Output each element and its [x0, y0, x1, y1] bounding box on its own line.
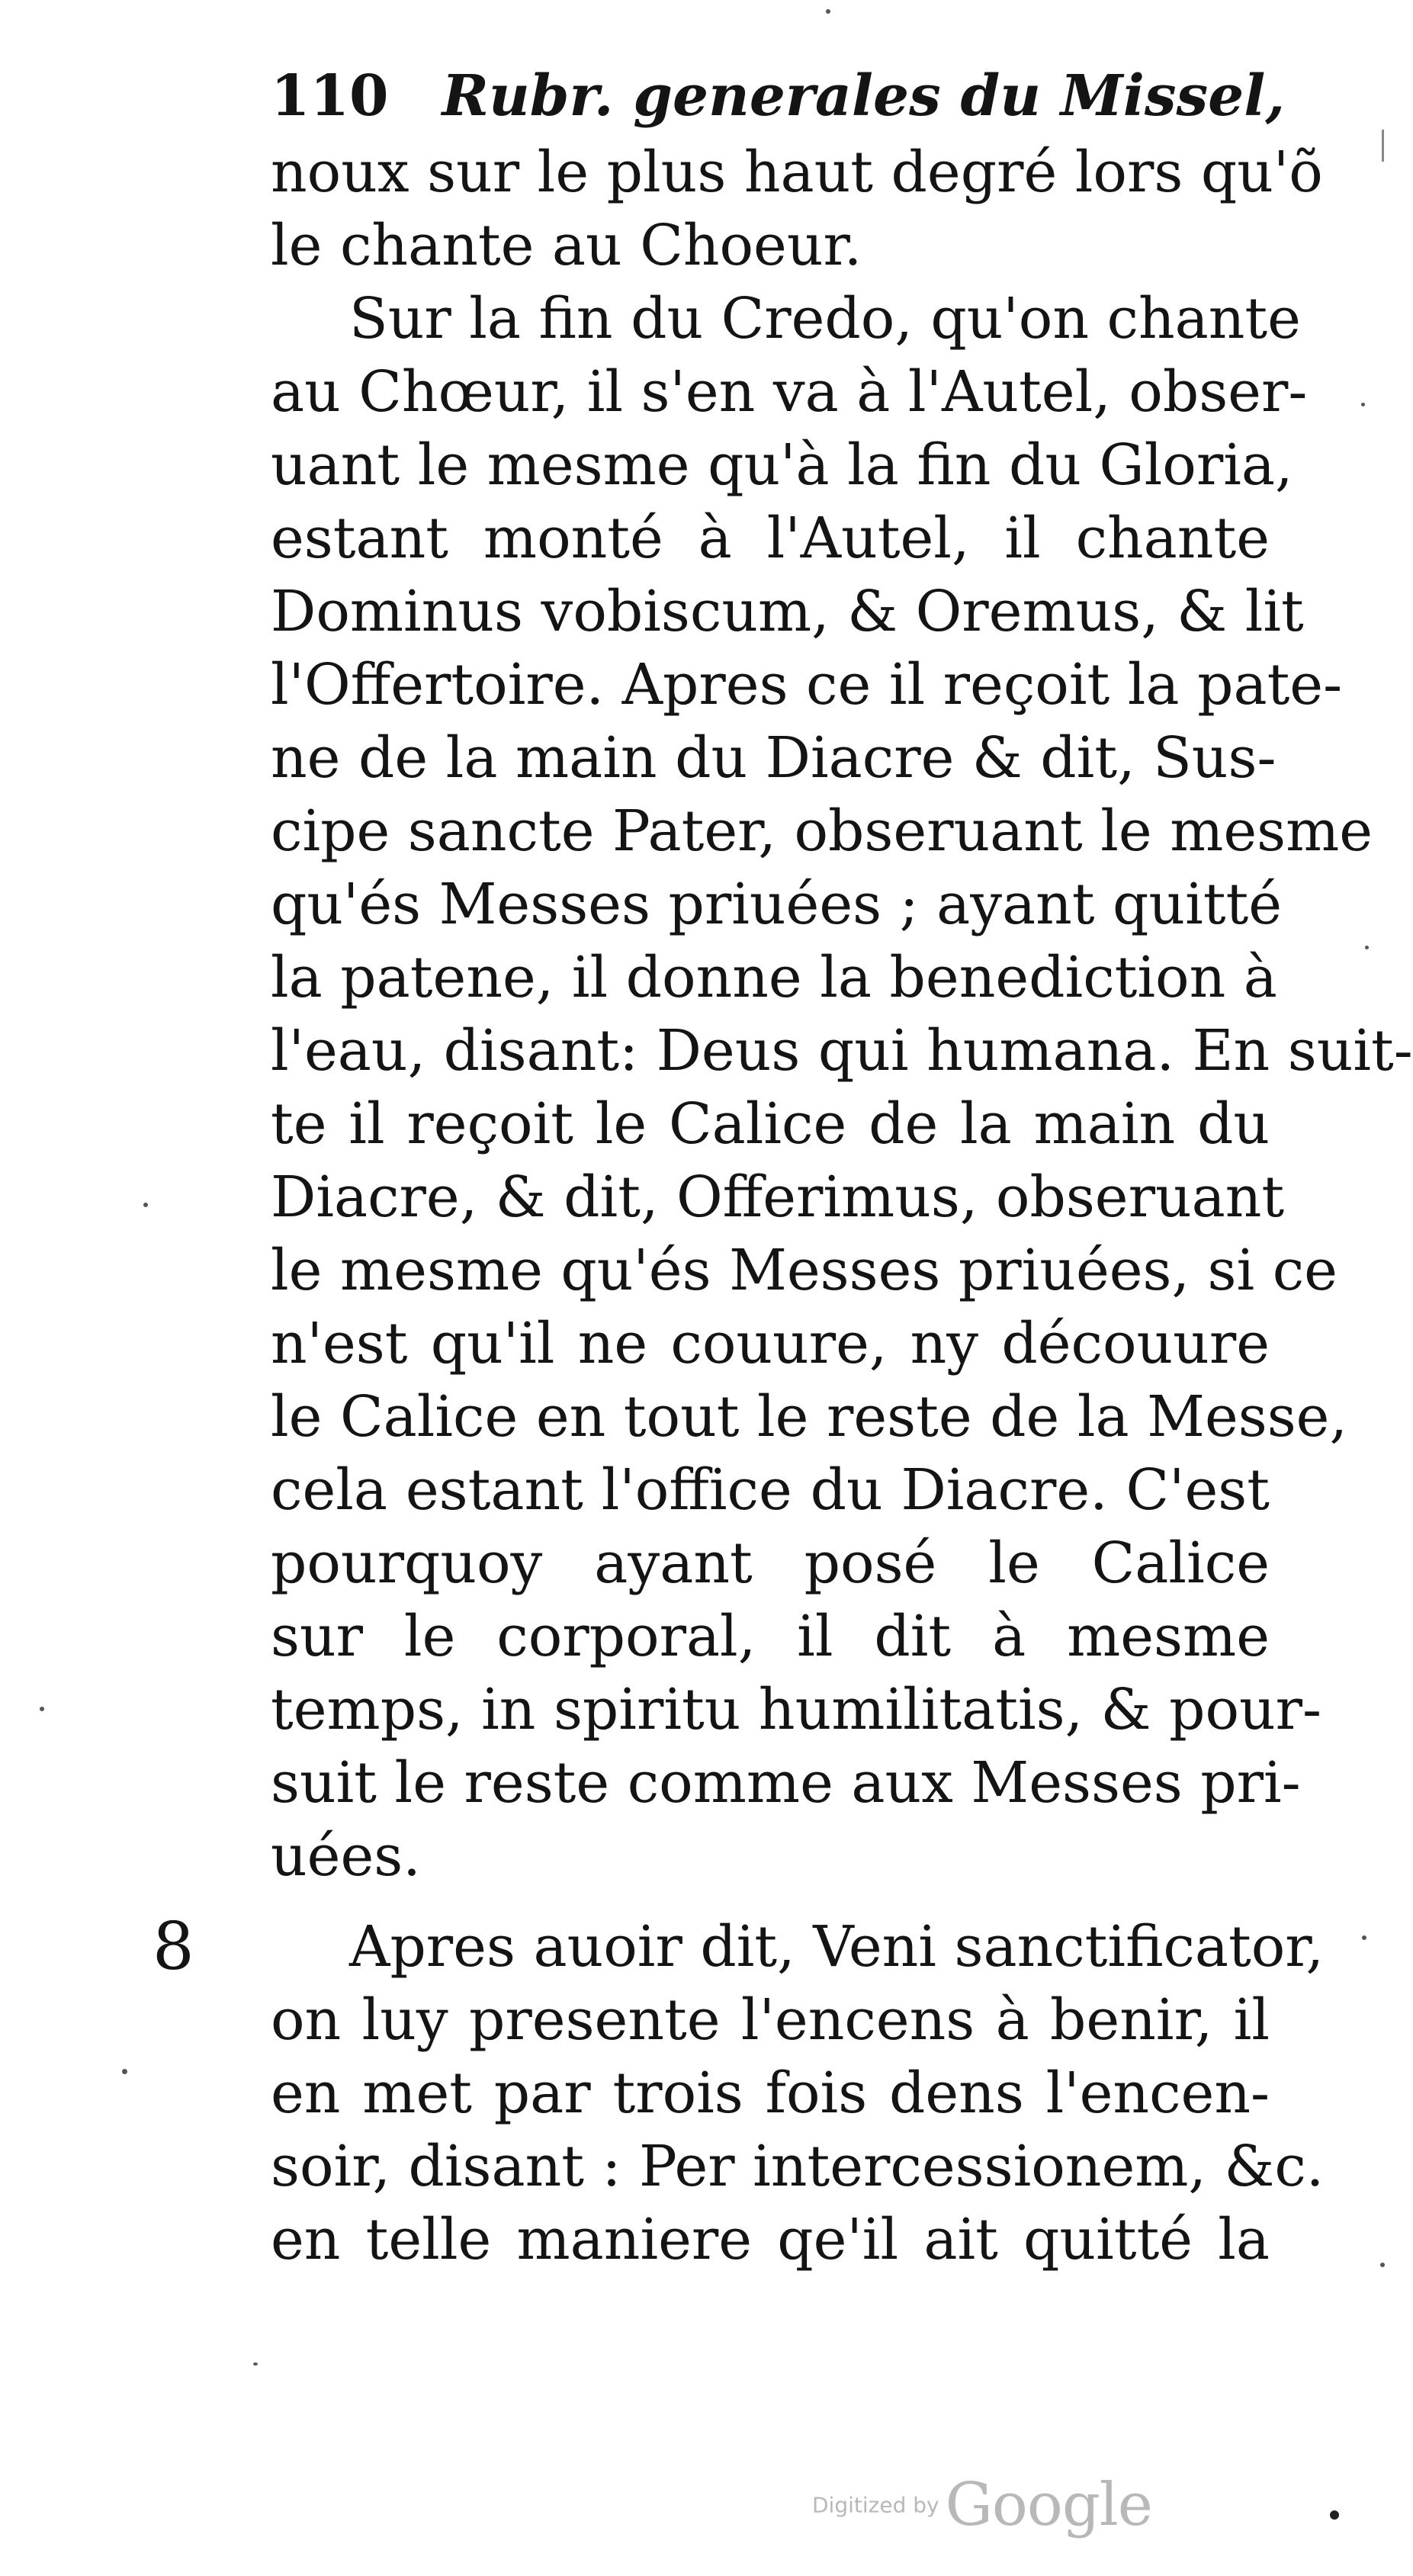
text-line-27: en met par trois fois dens l'encen-: [271, 2060, 1270, 2126]
scan-speck: [1365, 946, 1369, 949]
scan-speck: [122, 2069, 127, 2074]
scan-speck: [1380, 2263, 1385, 2267]
scan-speck: [826, 9, 830, 14]
page-number: 110: [271, 63, 389, 129]
text-line-10: cipe sancte Pater, obseruant le mesme: [271, 798, 1373, 864]
text-line-12: la patene, il donne la benediction à: [271, 945, 1277, 1010]
scan-speck: [1330, 2510, 1339, 2520]
text-line-1: noux sur le plus haut degré lors qu'õ: [271, 140, 1323, 205]
text-line-13: l'eau, disant: Deus qui humana. En suit-: [271, 1018, 1413, 1084]
text-line-3: Sur la fin du Credo, qu'on chante: [349, 286, 1301, 352]
text-line-22: temps, in spiritu humilitatis, & pour-: [271, 1677, 1322, 1742]
text-line-26: on luy presente l'encens à benir, il: [271, 1987, 1270, 2053]
text-line-6: estant monté à l'Autel, il chante: [271, 506, 1270, 571]
text-line-28: soir, disant : Per intercessionem, &c.: [271, 2134, 1325, 2199]
paragraph-number: 8: [153, 1909, 194, 1985]
text-line-18: le Calice en tout le reste de la Messe,: [271, 1384, 1347, 1450]
text-line-2: le chante au Choeur.: [271, 213, 862, 278]
text-line-4: au Chœur, il s'en va à l'Autel, obser-: [271, 359, 1308, 425]
text-line-23: suit le reste comme aux Messes pri-: [271, 1750, 1301, 1816]
digitized-by-label: Digitized by: [812, 2492, 939, 2518]
running-header: [271, 59, 1286, 133]
scan-speck: [40, 1707, 44, 1711]
text-line-7: Dominus vobiscum, & Oremus, & lit: [271, 579, 1304, 644]
text-line-11: qu'és Messes priuées ; ayant quitté: [271, 872, 1283, 937]
scan-speck: [1361, 403, 1365, 406]
text-line-17: n'est qu'il ne couure, ny découure: [271, 1311, 1270, 1376]
text-line-24: uées.: [271, 1823, 421, 1889]
scan-speck: [1362, 1935, 1366, 1940]
text-line-14: te il reçoit le Calice de la main du: [271, 1091, 1270, 1157]
text-line-16: le mesme qu'és Messes priuées, si ce: [271, 1238, 1338, 1303]
scan-speck: [253, 2362, 258, 2366]
text-line-25: Apres auoir dit, Veni sanctificator,: [349, 1914, 1325, 1980]
scan-speck: [143, 1203, 148, 1207]
running-title: Rubr. generales du Missel,: [442, 63, 1286, 129]
text-line-20: pourquoy ayant posé le Calice: [271, 1531, 1270, 1596]
digitized-by-watermark: [812, 2471, 1152, 2539]
text-line-29: en telle maniere qe'il ait quitté la: [271, 2207, 1270, 2272]
text-line-21: sur le corporal, il dit à mesme: [271, 1604, 1270, 1669]
text-line-8: l'Offertoire. Apres ce il reçoit la pate-: [271, 652, 1343, 718]
text-line-15: Diacre, & dit, Offerimus, obseruant: [271, 1164, 1285, 1230]
text-line-5: uant le mesme qu'à la fin du Gloria,: [271, 432, 1293, 498]
text-line-19: cela estant l'office du Diacre. C'est: [271, 1457, 1270, 1523]
text-line-9: ne de la main du Diacre & dit, Sus-: [271, 725, 1277, 791]
scan-artifact-mark: [1382, 130, 1384, 162]
google-logo: Google: [945, 2471, 1152, 2539]
